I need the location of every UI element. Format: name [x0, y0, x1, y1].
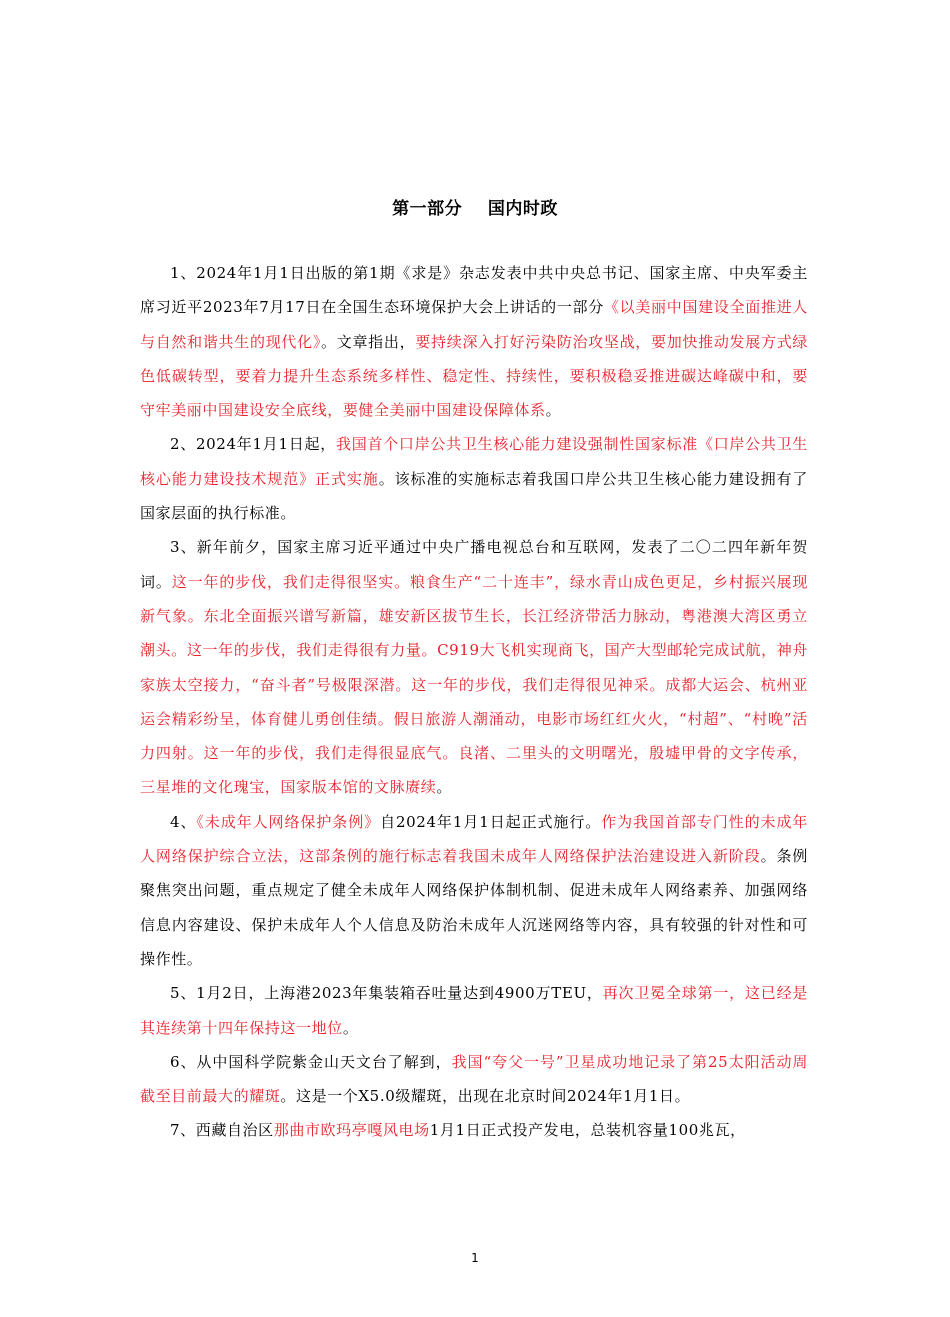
highlighted-text: 我国首个口岸公共卫生核心能力建设强制性国家标准《口岸公共卫生核心能力建设技术规范》正式实施 [140, 435, 808, 488]
text-segment: 1、2024年1月1日出版的第1期《求是》杂志发表中共中央总书记、国家主席、中央军委主席习近平2023年7月17日在全国生态环境保护大会上讲话的一部分 [140, 264, 808, 317]
highlighted-text: 《未成年人网络保护条例》 [196, 812, 381, 831]
text-segment: 。 [436, 778, 453, 797]
text-segment: 6、从中国科学院紫金山天文台了解到， [170, 1052, 452, 1071]
paragraph-5 [140, 976, 808, 1045]
text-segment: 4、 [170, 812, 197, 831]
highlighted-text: 那曲市欧玛亭嘎风电场 [273, 1121, 430, 1140]
text-segment: 。文章指出， [321, 332, 416, 351]
highlighted-text: 《以美丽中国建设全面推进人与自然和谐共生的现代化》 [140, 298, 808, 351]
paragraph-6 [140, 1045, 808, 1114]
text-segment: 。该标准的实施标志着我国口岸公共卫生核心能力建设拥有了国家层面的执行标准。 [140, 469, 808, 523]
paragraph-2 [140, 427, 808, 530]
highlighted-text: 这一年的步伐，我们走得很坚实。粮食生产“二十连丰”，绿水青山成色更足，乡村振兴展现新气象。东北全面振兴谱写新篇，雄安新区拔节生长，长江经济带活力脉动，粤港澳大湾区勇立潮头。这一年的步伐，我们走得很有力量。C919大飞机实现商飞，国产大型邮轮完成试航，神舟家族太空接力，“奋斗者”号极限深潜。这一年的步伐，我们走得很见神采。成都大运会、杭州亚运会精彩纷呈，体育健儿勇创佳绩。假日旅游人潮涌动，电影市场红红火火，“村超”、“村晚”活力四射。这一年的步伐，我们走得很显底气。良渚、二里头的文明曙光，殷墟甲骨的文字传承，三星堆的文化瑰宝，国家版本馆的文脉赓续 [140, 572, 808, 797]
text-segment: 自2024年1月1日起正式施行。 [380, 812, 602, 831]
paragraph-3 [140, 530, 808, 804]
highlighted-text: 再次卫冕全球第一，这已经是其连续第十四年保持这一地位 [140, 984, 808, 1037]
text-segment: 。条例聚焦突出问题，重点规定了健全未成年人网络保护体制机制、促进未成年人网络素养、加强网络信息内容建设、保护未成年人个人信息及防治未成年人沉迷网络等内容，具有较强的针对性和可操作性。 [140, 847, 808, 968]
paragraph-7 [140, 1113, 808, 1147]
text-segment: 7、西藏自治区 [170, 1121, 274, 1140]
text-segment: 。这是一个X5.0级耀斑，出现在北京时间2024年1月1日。 [280, 1087, 691, 1106]
text-segment: 。 [342, 1018, 359, 1037]
paragraph-4 [140, 805, 808, 976]
document-body [140, 256, 808, 1148]
page-number: 1 [471, 1251, 479, 1265]
text-segment: 1月1日正式投产发电，总装机容量100兆瓦， [429, 1121, 746, 1140]
highlighted-text: 我国“夸父一号”卫星成功地记录了第25太阳活动周截至目前最大的耀斑 [140, 1052, 808, 1106]
text-segment: 5、1月2日，上海港2023年集装箱吞吐量达到4900万TEU， [170, 984, 603, 1003]
text-segment: 2、2024年1月1日起， [170, 435, 336, 454]
section-title: 第一部分 国内时政 [392, 199, 558, 219]
text-segment: 3、新年前夕，国家主席习近平通过中央广播电视总台和互联网，发表了二〇二四年新年贺词。 [140, 538, 808, 591]
highlighted-text: 要持续深入打好污染防治攻坚战，要加快推动发展方式绿色低碳转型，要着力提升生态系统多样性、稳定性、持续性，要积极稳妥推进碳达峰碳中和，要守牢美丽中国建设安全底线，要健全美丽中国建设保障体系 [140, 332, 809, 420]
highlighted-text: 作为我国首部专门性的未成年人网络保护综合立法，这部条例的施行标志着我国未成年人网络保护法治建设进入新阶段 [140, 812, 808, 866]
paragraph-1 [140, 256, 808, 427]
text-segment: 。 [545, 401, 562, 420]
